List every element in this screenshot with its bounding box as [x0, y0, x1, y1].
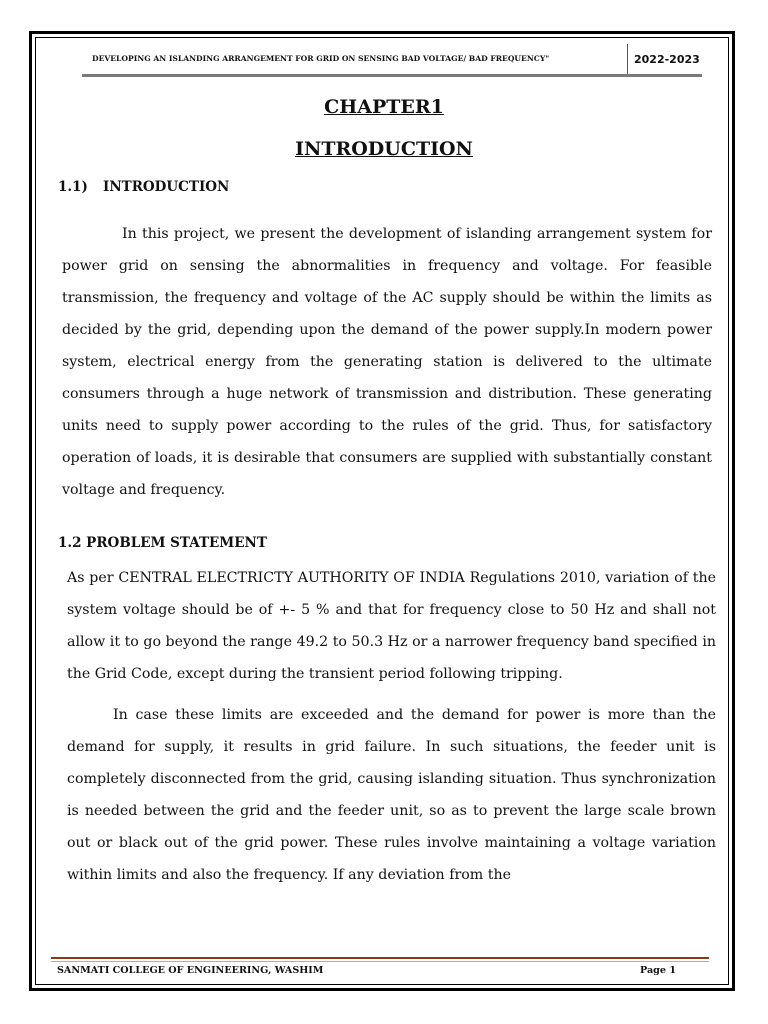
header-title: DEVELOPING AN ISLANDING ARRANGEMENT FOR GRID ON SENSING BAD VOLTAGE/ BAD FREQUENCY"	[92, 54, 550, 63]
footer-rule	[51, 957, 709, 959]
chapter-label-text: CHAPTER1	[324, 96, 444, 118]
footer-page-number: Page 1	[640, 965, 676, 976]
section-title: INTRODUCTION	[103, 179, 230, 195]
problem-paragraph-2: In case these limits are exceeded and the demand for power is more than the demand for supply, it results in grid failure. In such situations, the feeder unit is completely disconnected from the grid, causing islanding situation. Thus synchronization is needed between the grid and the feeder unit, so as to prevent the large scale brown out or black out of the grid power. These rules involve maintaining a voltage variation within limits and also the frequency. If any deviation from the	[67, 707, 716, 883]
chapter-title-text: INTRODUCTION	[295, 138, 473, 160]
chapter-title	[0, 138, 768, 160]
introduction-paragraph: In this project, we present the development of islanding arrangement system for power grid on sensing the abnormalities in frequency and voltage. For feasible transmission, the frequency and voltage of the AC supply should be within the limits as decided by the grid, depending upon the demand of the power supply.In modern power system, electrical energy from the generating station is delivered to the ultimate consumers through a huge network of transmission and distribution. These generating units need to supply power according to the rules of the grid. Thus, for satisfactory operation of loads, it is desirable that consumers are supplied with substantially constant voltage and frequency.	[62, 226, 712, 498]
section-number: 1.1)	[58, 179, 88, 195]
header-separator	[627, 44, 628, 75]
section-heading-problem-statement: 1.2 PROBLEM STATEMENT	[58, 535, 267, 551]
chapter-label	[0, 96, 768, 118]
section-heading-introduction	[58, 179, 229, 195]
footer-rule-thin	[51, 961, 709, 962]
problem-paragraph-1: As per CENTRAL ELECTRICTY AUTHORITY OF INDIA Regulations 2010, variation of the system voltage should be of +- 5 % and that for frequency close to 50 Hz and shall not allow it to go beyond the range 49.2 to 50.3 Hz or a narrower frequency band specified in the Grid Code, except during the transient period following tripping.	[67, 570, 716, 682]
page-header	[82, 44, 702, 76]
footer-college: SANMATI COLLEGE OF ENGINEERING, WASHIM	[57, 965, 324, 976]
header-year: 2022-2023	[634, 53, 700, 66]
header-rule	[82, 74, 702, 77]
